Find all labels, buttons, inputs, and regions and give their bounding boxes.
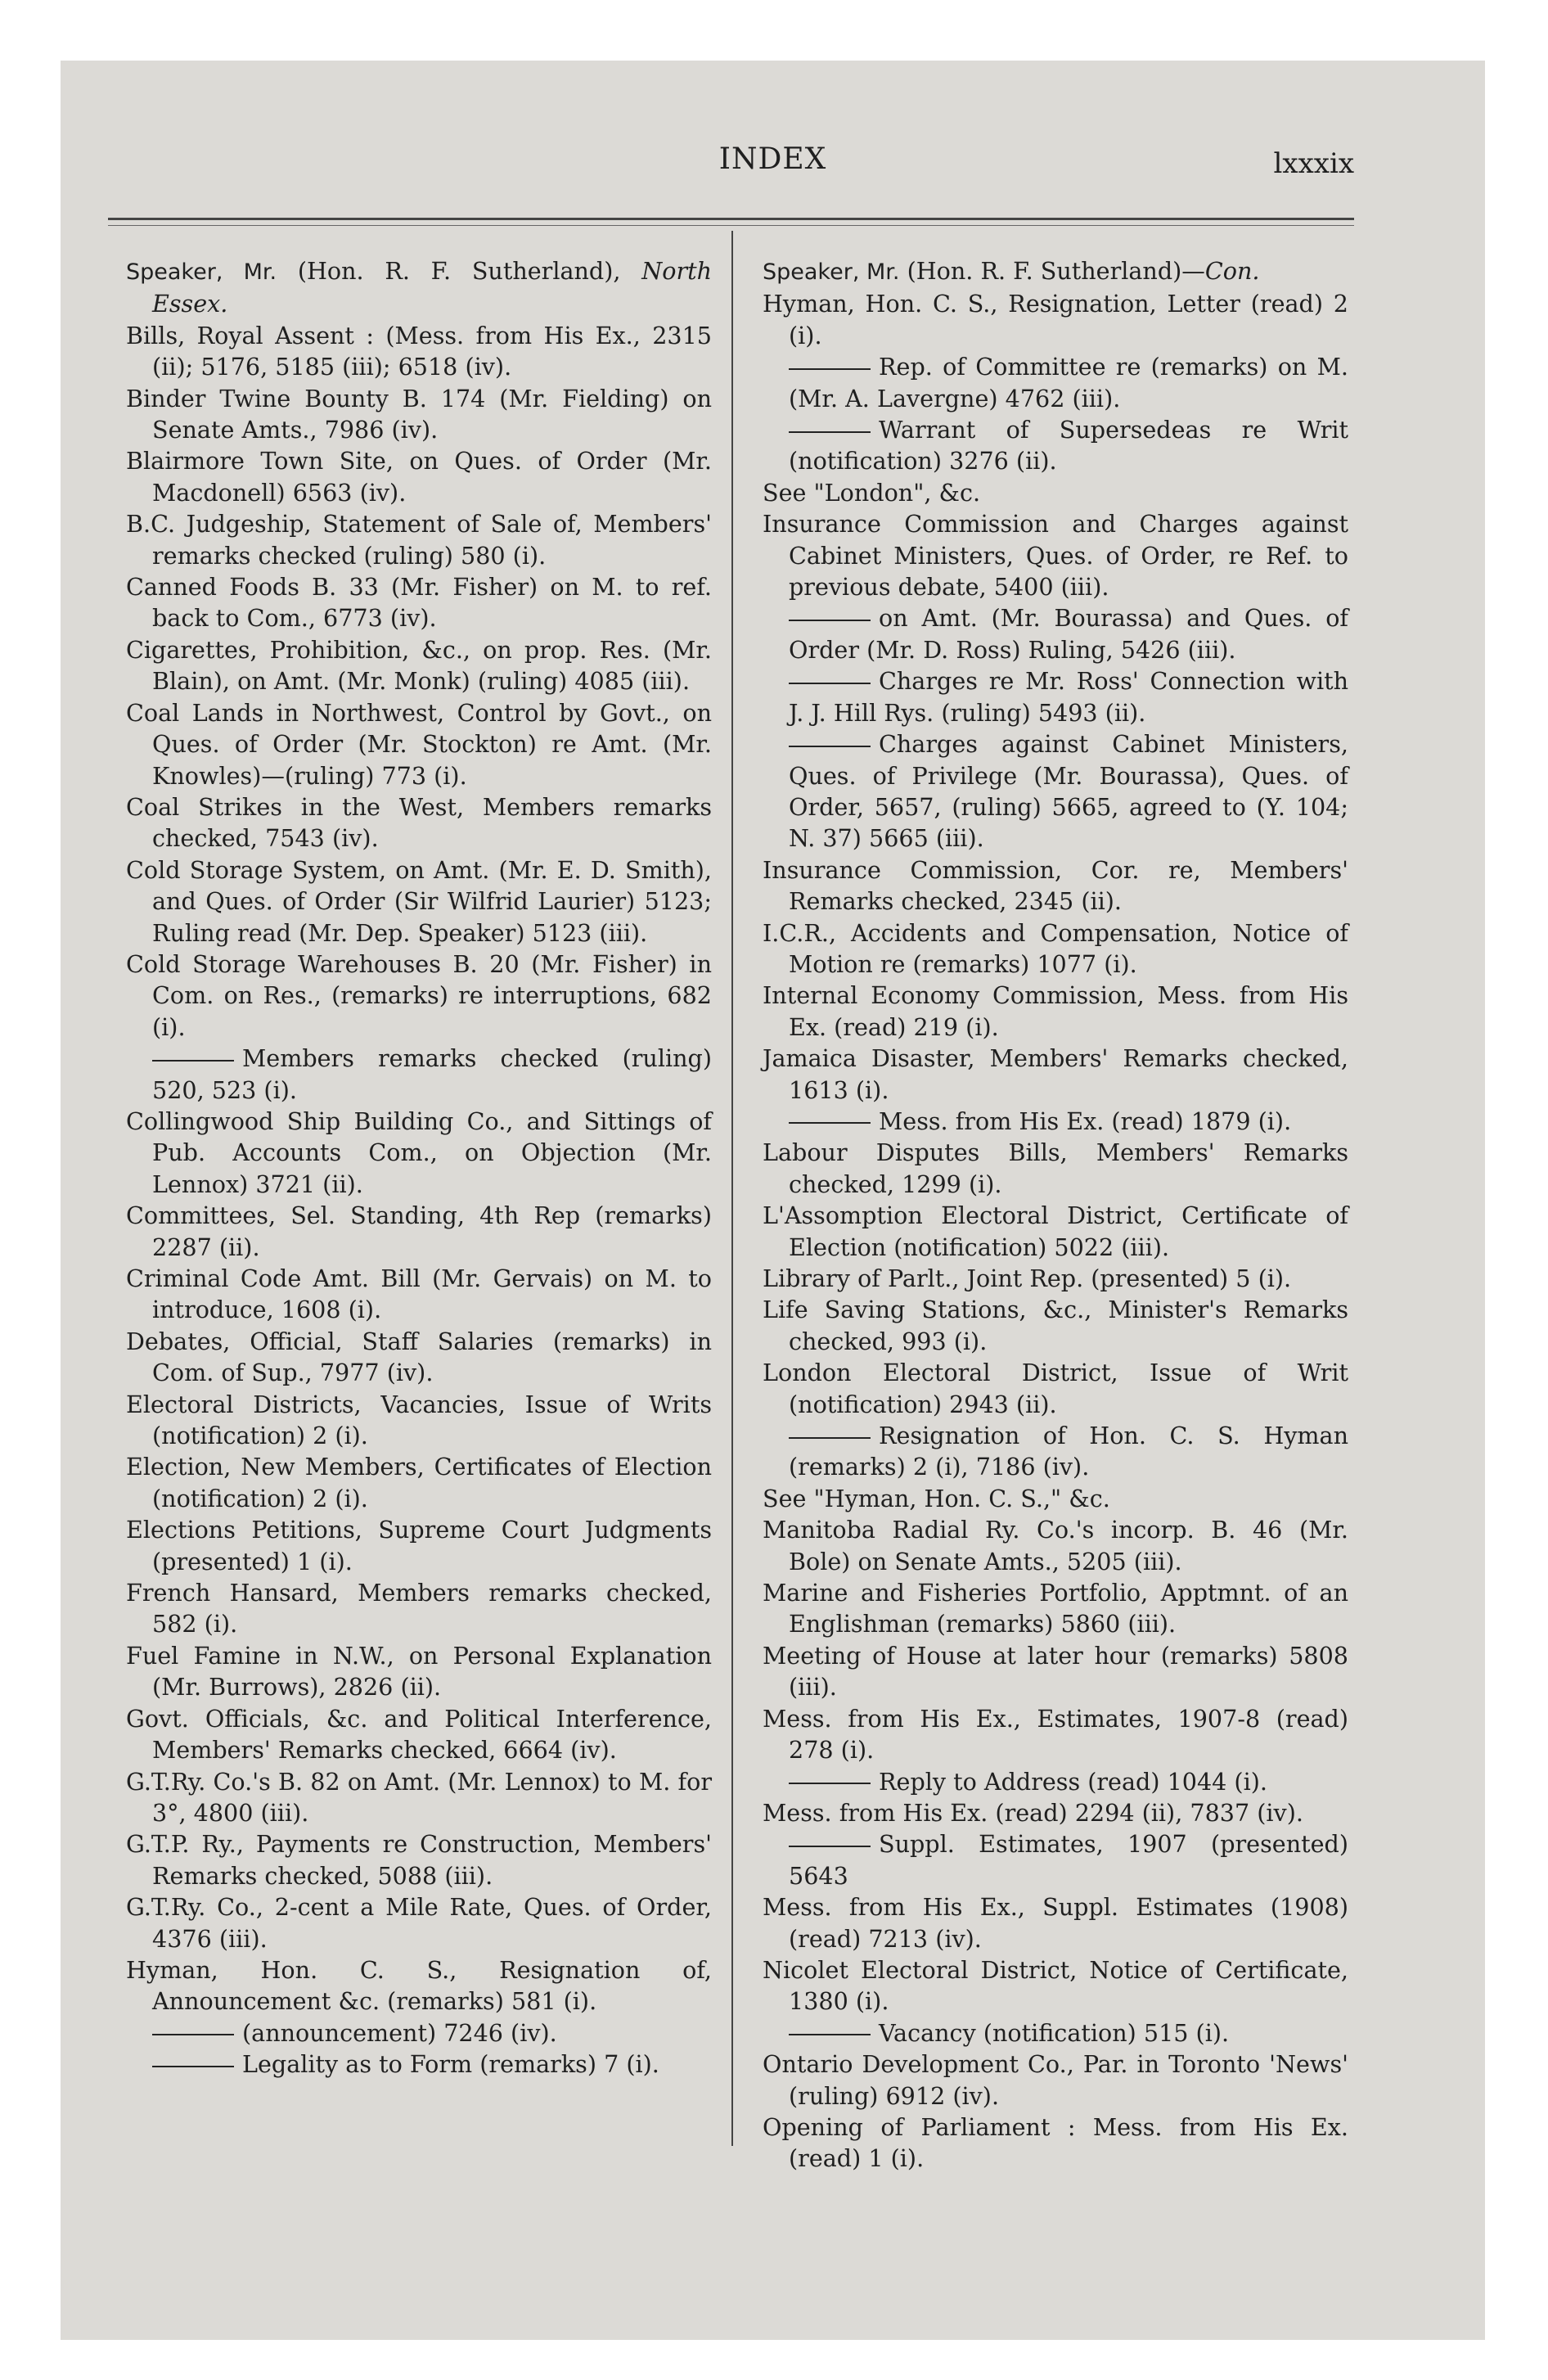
- index-entry: [763, 477, 1348, 508]
- entry-text: Library of Parlt., Joint Rep. (presented) 5 (i).: [763, 1264, 1292, 1292]
- entry-text: Mess. from His Ex., Estimates, 1907-8 (read) 278 (i).: [763, 1704, 1348, 1765]
- entry-text: Legality as to Form (remarks) 7 (i).: [242, 2050, 659, 2079]
- index-entry: [126, 1263, 712, 1326]
- index-entry: [126, 383, 712, 446]
- entry-text: Cold Storage System, on Amt. (Mr. E. D. Smith), and Ques. of Order (Sir Wilfrid Laurier) 5123; Ruling read (Mr. Dep. Speaker) 5123 (iii).: [126, 855, 712, 947]
- entry-text: Mess. from His Ex., Suppl. Estimates (1908) (read) 7213 (iv).: [763, 1893, 1348, 1953]
- index-entry: [763, 2017, 1348, 2049]
- entry-text: Coal Strikes in the West, Members remarks checked, 7543 (iv).: [126, 792, 712, 853]
- entry-text: G.T.Ry. Co., 2-cent a Mile Rate, Ques. of Order, 4376 (iii).: [126, 1893, 712, 1953]
- index-entry: [763, 1294, 1348, 1357]
- column-divider: [731, 231, 733, 2146]
- header-rule: [108, 218, 1354, 226]
- index-entry: [126, 508, 712, 571]
- right-column: [763, 255, 1348, 2175]
- index-entry: [126, 2017, 712, 2049]
- ditto-dash: [152, 1060, 234, 1062]
- ditto-dash: [789, 1437, 871, 1439]
- entry-text: I.C.R., Accidents and Compensation, Notice of Motion re (remarks) 1077 (i).: [763, 918, 1348, 978]
- index-entry: [763, 1483, 1348, 1514]
- index-entry: [763, 288, 1348, 351]
- entry-text: Opening of Parliament : Mess. from His Ex. (read) 1 (i).: [763, 2112, 1348, 2173]
- index-entry: [763, 1954, 1348, 2017]
- index-entry: [763, 2049, 1348, 2112]
- left-column: [126, 255, 712, 2080]
- index-entry: [763, 508, 1348, 602]
- index-entry: [126, 1891, 712, 1954]
- entry-text: Cigarettes, Prohibition, &c., on prop. Res. (Mr. Blain), on Amt. (Mr. Monk) (ruling) 4085 (iii).: [126, 635, 712, 696]
- entry-text: Charges re Mr. Ross' Connection with J. J. Hill Rys. (ruling) 5493 (ii).: [789, 667, 1348, 727]
- entry-text: Collingwood Ship Building Co., and Sittings of Pub. Accounts Com., on Objection (Mr. Lennox) 3721 (ii).: [126, 1107, 712, 1198]
- entry-text: Ontario Development Co., Par. in Toronto 'News' (ruling) 6912 (iv).: [763, 2050, 1348, 2110]
- ditto-dash: [789, 431, 871, 433]
- heading-detail: (Hon. R. F. Sutherland)—: [899, 257, 1205, 285]
- entry-text: Debates, Official, Staff Salaries (remarks) in Com. of Sup., 7977 (iv).: [126, 1327, 712, 1387]
- page-number: lxxxix: [1273, 147, 1354, 180]
- ditto-dash: [789, 368, 871, 370]
- entry-text: See "London", &c.: [763, 478, 981, 507]
- heading-continued: Con.: [1204, 257, 1260, 285]
- index-entry: [126, 1766, 712, 1829]
- ditto-dash: [789, 746, 871, 747]
- index-entry: [763, 1043, 1348, 1106]
- entry-text: French Hansard, Members remarks checked, 582 (i).: [126, 1579, 712, 1639]
- entry-text: Insurance Commission, Cor. re, Members' Remarks checked, 2345 (ii).: [763, 855, 1348, 916]
- index-entry: [126, 320, 712, 383]
- entry-text: Canned Foods B. 33 (Mr. Fisher) on M. to ref. back to Com., 6773 (iv).: [126, 573, 712, 633]
- entry-text: Internal Economy Commission, Mess. from His Ex. (read) 219 (i).: [763, 981, 1348, 1041]
- entry-text: B.C. Judgeship, Statement of Sale of, Members' remarks checked (ruling) 580 (i).: [126, 510, 712, 570]
- ditto-dash: [789, 2034, 871, 2035]
- index-entry: [126, 1954, 712, 2017]
- entry-text: Hyman, Hon. C. S., Resignation of, Announcement &c. (remarks) 581 (i).: [126, 1955, 712, 2016]
- heading-name: Speaker, Mr.: [763, 259, 900, 285]
- ditto-dash: [789, 1783, 871, 1784]
- page-scan: [61, 61, 1485, 2340]
- entry-text: Charges against Cabinet Ministers, Ques. of Privilege (Mr. Bourassa), Ques. of Order, 5657, (ruling) 5665, agreed to (Y. 104; N. 37) 5665 (iii).: [789, 730, 1348, 853]
- index-entry: [126, 634, 712, 697]
- index-entry: [763, 351, 1348, 414]
- index-entry: [763, 1420, 1348, 1483]
- index-entry: [763, 2112, 1348, 2175]
- entry-text: Rep. of Committee re (remarks) on M. (Mr. A. Lavergne) 4762 (iii).: [789, 353, 1348, 412]
- entry-text: Govt. Officials, &c. and Political Interference, Members' Remarks checked, 6664 (iv).: [126, 1704, 712, 1765]
- heading-place: North Essex.: [152, 257, 713, 318]
- entry-text: Meeting of House at later hour (remarks) 5808 (iii).: [763, 1641, 1348, 1702]
- index-entry: [126, 1451, 712, 1514]
- entry-text: Bills, Royal Assent : (Mess. from His Ex., 2315 (ii); 5176, 5185 (iii); 6518 (iv).: [126, 321, 712, 381]
- entry-list: [126, 320, 712, 2080]
- index-entry: [126, 1326, 712, 1389]
- index-heading: [126, 255, 712, 320]
- ditto-dash: [789, 1846, 871, 1847]
- index-entry: [126, 949, 712, 1043]
- index-entry: [763, 414, 1348, 477]
- index-entry: [126, 1389, 712, 1452]
- index-entry: [763, 602, 1348, 665]
- index-entry: [126, 1106, 712, 1200]
- index-entry: [763, 1137, 1348, 1200]
- entry-text: Jamaica Disaster, Members' Remarks checked, 1613 (i).: [763, 1044, 1348, 1104]
- index-entry: [763, 980, 1348, 1043]
- entry-text: Resignation of Hon. C. S. Hyman (remarks) 2 (i), 7186 (iv).: [789, 1422, 1348, 1481]
- entry-text: Reply to Address (read) 1044 (i).: [879, 1767, 1267, 1796]
- entry-text: Blairmore Town Site, on Ques. of Order (Mr. Macdonell) 6563 (iv).: [126, 447, 712, 507]
- entry-text: Members remarks checked (ruling) 520, 523 (i).: [152, 1044, 712, 1104]
- index-entry: [126, 854, 712, 949]
- index-entry: [763, 1106, 1348, 1137]
- index-entry: [126, 1703, 712, 1766]
- index-entry: [126, 1043, 712, 1106]
- entry-text: Warrant of Supersedeas re Writ (notification) 3276 (ii).: [789, 416, 1348, 476]
- index-entry: [763, 1891, 1348, 1954]
- entry-text: Criminal Code Amt. Bill (Mr. Gervais) on M. to introduce, 1608 (i).: [126, 1264, 712, 1324]
- heading-detail: (Hon. R. F. Sutherland),: [277, 257, 642, 285]
- index-entry: [763, 728, 1348, 854]
- entry-text: Insurance Commission and Charges against Cabinet Ministers, Ques. of Order, re Ref. to previous debate, 5400 (iii).: [763, 510, 1348, 602]
- index-entry: [126, 2049, 712, 2080]
- ditto-dash: [152, 2066, 234, 2067]
- entry-text: Marine and Fisheries Portfolio, Apptmnt. of an Englishman (remarks) 5860 (iii).: [763, 1579, 1348, 1639]
- index-entry: [126, 1200, 712, 1263]
- entry-text: Cold Storage Warehouses B. 20 (Mr. Fisher) in Com. on Res., (remarks) re interruptions, 682 (i).: [126, 949, 712, 1041]
- index-entry: [126, 571, 712, 634]
- entry-text: See "Hyman, Hon. C. S.," &c.: [763, 1484, 1110, 1512]
- entry-text: Coal Lands in Northwest, Control by Govt., on Ques. of Order (Mr. Stockton) re Amt. (Mr. Knowles)—(ruling) 773 (i).: [126, 698, 712, 790]
- index-entry: [763, 1514, 1348, 1577]
- entry-text: Labour Disputes Bills, Members' Remarks checked, 1299 (i).: [763, 1138, 1348, 1198]
- entry-text: Manitoba Radial Ry. Co.'s incorp. B. 46 (Mr. Bole) on Senate Amts., 5205 (iii).: [763, 1516, 1348, 1575]
- index-entry: [763, 1766, 1348, 1797]
- ditto-dash: [152, 2034, 234, 2035]
- index-entry: [763, 665, 1348, 728]
- index-entry: [763, 1640, 1348, 1703]
- entry-text: Election, New Members, Certificates of Election (notification) 2 (i).: [126, 1453, 712, 1512]
- entry-text: Fuel Famine in N.W., on Personal Explanation (Mr. Burrows), 2826 (ii).: [126, 1641, 712, 1702]
- ditto-dash: [789, 683, 871, 684]
- index-entry: [126, 697, 712, 791]
- page-title: INDEX: [718, 142, 827, 176]
- index-entry: [126, 445, 712, 508]
- index-entry: [763, 1703, 1348, 1766]
- entry-text: Hyman, Hon. C. S., Resignation, Letter (read) 2 (i).: [763, 290, 1348, 349]
- entry-text: Elections Petitions, Supreme Court Judgments (presented) 1 (i).: [126, 1516, 712, 1575]
- entry-text: G.T.P. Ry., Payments re Construction, Members' Remarks checked, 5088 (iii).: [126, 1830, 712, 1890]
- index-entry: [763, 1577, 1348, 1640]
- entry-text: Binder Twine Bounty B. 174 (Mr. Fielding) on Senate Amts., 7986 (iv).: [126, 384, 712, 444]
- index-entry: [126, 1514, 712, 1577]
- ditto-dash: [789, 1122, 871, 1124]
- entry-list: [763, 288, 1348, 2174]
- index-entry: [763, 1797, 1348, 1828]
- entry-text: on Amt. (Mr. Bourassa) and Ques. of Order (Mr. D. Ross) Ruling, 5426 (iii).: [789, 604, 1348, 664]
- index-entry: [126, 791, 712, 854]
- index-entry: [763, 1828, 1348, 1891]
- entry-text: Vacancy (notification) 515 (i).: [879, 2018, 1230, 2047]
- index-entry: [763, 1200, 1348, 1263]
- entry-text: London Electoral District, Issue of Writ (notification) 2943 (ii).: [763, 1359, 1348, 1418]
- entry-text: Electoral Districts, Vacancies, Issue of Writs (notification) 2 (i).: [126, 1390, 712, 1450]
- index-entry: [126, 1828, 712, 1891]
- entry-text: G.T.Ry. Co.'s B. 82 on Amt. (Mr. Lennox) to M. for 3°, 4800 (iii).: [126, 1767, 712, 1827]
- entry-text: (announcement) 7246 (iv).: [242, 2018, 557, 2047]
- index-entry: [126, 1577, 712, 1640]
- entry-text: Mess. from His Ex. (read) 2294 (ii), 7837 (iv).: [763, 1798, 1303, 1827]
- entry-text: Nicolet Electoral District, Notice of Certificate, 1380 (i).: [763, 1955, 1348, 2016]
- heading-name: Speaker, Mr.: [126, 259, 277, 285]
- index-entry: [763, 854, 1348, 917]
- entry-text: L'Assomption Electoral District, Certificate of Election (notification) 5022 (iii).: [763, 1201, 1348, 1261]
- entry-text: Mess. from His Ex. (read) 1879 (i).: [879, 1107, 1292, 1135]
- index-entry: [763, 917, 1348, 980]
- entry-text: Life Saving Stations, &c., Minister's Remarks checked, 993 (i).: [763, 1296, 1348, 1355]
- index-entry: [126, 1640, 712, 1703]
- entry-text: Committees, Sel. Standing, 4th Rep (remarks) 2287 (ii).: [126, 1201, 712, 1261]
- entry-text: Suppl. Estimates, 1907 (presented) 5643: [789, 1830, 1348, 1890]
- index-entry: [763, 1357, 1348, 1420]
- ditto-dash: [789, 620, 871, 621]
- index-heading: [763, 255, 1348, 288]
- index-entry: [763, 1263, 1348, 1294]
